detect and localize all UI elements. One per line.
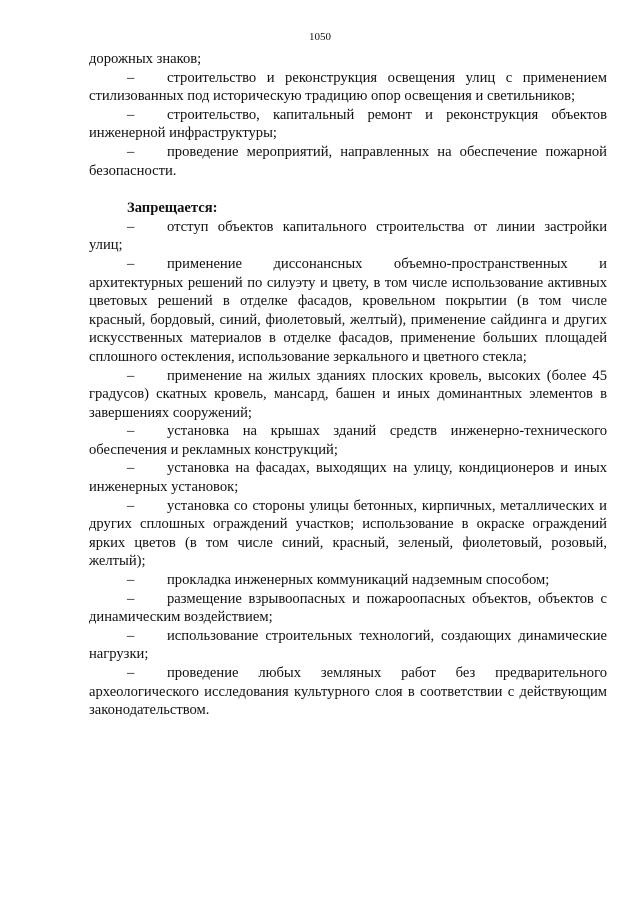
list-item-text: установка со стороны улицы бетонных, кирпичных, металлических и других сплошных ограждений участков; использование в окраске ограждений ярких цветов (в том числе синий, красный, зеленый, фиолетовый, розовый, желтый);	[89, 497, 607, 570]
dash-marker: –	[127, 423, 135, 440]
list-item	[89, 422, 607, 459]
intro-fragment: дорожных знаков;	[89, 51, 202, 67]
prohibited-heading: Запрещается:	[127, 200, 218, 217]
list-item	[89, 590, 607, 627]
list-item	[89, 218, 607, 255]
list-item	[89, 664, 607, 720]
list-item-text: установка на крышах зданий средств инженерно-технического обеспечения и рекламных конструкций;	[89, 423, 607, 458]
list-item-text: применение на жилых зданиях плоских кровель, высоких (более 45 градусов) скатных кровель, мансард, башен и иных доминантных элементов в завершениях сооружений;	[89, 367, 607, 421]
dash-marker: –	[127, 590, 135, 607]
list-item-text: отступ объектов капитального строительства от линии застройки улиц;	[89, 218, 607, 254]
document-body	[89, 50, 607, 720]
list-item-text: установка на фасадах, выходящих на улицу, кондиционеров и иных инженерных установок;	[89, 460, 607, 496]
dash-marker: –	[127, 627, 135, 644]
list-item	[89, 255, 607, 367]
section-spacer	[89, 180, 607, 199]
list-item	[89, 106, 607, 143]
list-item-text: размещение взрывоопасных и пожароопасных объектов, объектов с динамическим воздействием;	[89, 590, 607, 626]
list-item-text: применение диссонансных объемно-пространственных и архитектурных решений по силуэту и цвету, в том числе использование активных цветовых решений в отделке фасадов, кровельном покрытии (в том числе красный, бордовый, синий, фиолетовый, желтый), применение сайдинга и других искусственных материалов в отделке фасадов, применение больших площадей сплошного остекления, использование зеркального и цветного стекла;	[89, 255, 607, 365]
list-item	[89, 459, 607, 496]
dash-marker: –	[127, 106, 135, 123]
list-item-text: строительство и реконструкция освещения улиц с применением стилизованных под историческую традицию опор освещения и светильников;	[89, 69, 607, 105]
list-item	[89, 143, 607, 180]
list-item	[89, 69, 607, 106]
list-item-text: проведение любых земляных работ без предварительного археологического исследования культурного слоя в соответствии с действующим законодательством.	[89, 665, 607, 719]
list-item-text: прокладка инженерных коммуникаций надземным способом;	[167, 572, 550, 589]
prohibited-list	[89, 218, 607, 720]
list-item-text: проведение мероприятий, направленных на обеспечение пожарной безопасности.	[89, 143, 607, 179]
allowed-list	[89, 69, 607, 181]
dash-marker: –	[127, 218, 135, 235]
list-item	[89, 627, 607, 664]
dash-marker: –	[127, 255, 135, 272]
page-number: 1050	[309, 31, 331, 43]
dash-marker: –	[127, 69, 135, 86]
dash-marker: –	[127, 460, 135, 477]
dash-marker: –	[127, 572, 135, 589]
dash-marker: –	[127, 143, 135, 160]
dash-marker: –	[127, 497, 135, 514]
list-item	[89, 497, 607, 571]
dash-marker: –	[127, 367, 135, 384]
dash-marker: –	[127, 665, 135, 681]
list-item	[89, 367, 607, 423]
list-item-text: строительство, капитальный ремонт и реконструкция объектов инженерной инфраструктуры;	[89, 106, 607, 142]
list-item	[89, 571, 607, 590]
list-item-text: использование строительных технологий, создающих динамические нагрузки;	[89, 627, 607, 663]
